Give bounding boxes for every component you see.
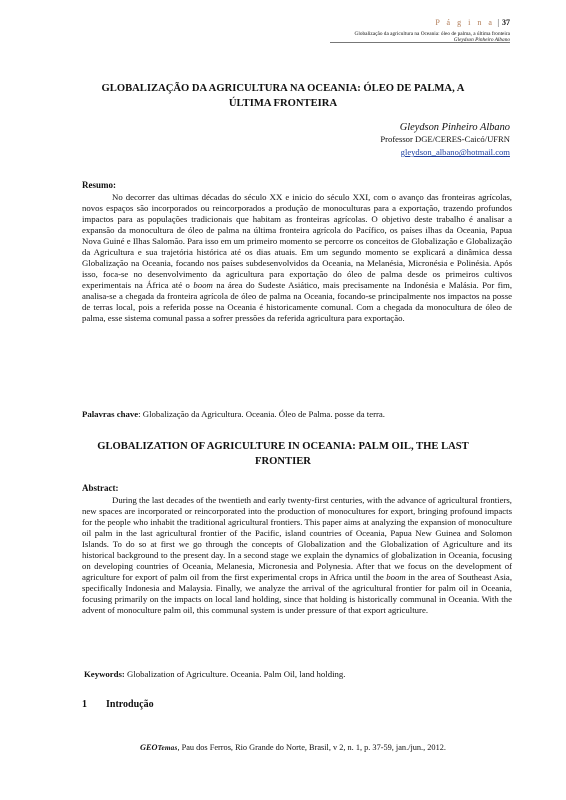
title-en-line-2: FRONTIER xyxy=(255,456,311,467)
header-divider xyxy=(330,42,510,43)
journal-logo-temas: Temas xyxy=(157,744,178,752)
footer-citation: , Pau dos Ferros, Rio Grande do Norte, Brasil, v 2, n. 1, p. 37-59, jan./jun., 2012. xyxy=(177,743,446,752)
resumo-paragraph xyxy=(82,192,512,324)
page-number-line xyxy=(355,18,510,27)
keywords-text: Globalization of Agriculture. Oceania. Palm Oil, land holding. xyxy=(124,669,346,679)
running-title: Globalização da agricultura na Oceania: óleo de palma, a última fronteira xyxy=(354,31,510,38)
section-number: 1 xyxy=(82,699,87,710)
title-en-line-1: GLOBALIZATION OF AGRICULTURE IN OCEANIA: PALM OIL, THE LAST xyxy=(97,441,469,452)
palavras-chave xyxy=(82,409,512,420)
running-header xyxy=(355,18,510,43)
palavras-chave-text: : Globalização da Agricultura. Oceania. Óleo de Palma. posse da terra. xyxy=(138,409,385,419)
article-title-portuguese xyxy=(80,81,486,111)
running-author: Gleydson Pinheiro Albano xyxy=(453,37,510,44)
palavras-chave-label: Palavras chave xyxy=(82,409,139,419)
resumo-boom-italic: boom xyxy=(193,280,213,290)
author-name: Gleydson Pinheiro Albano xyxy=(399,122,510,133)
page-footer xyxy=(0,743,566,752)
resumo-text-part-1: No decorrer das ultimas décadas do século XX e inicio do século XXI, com o avanço das fronteiras agrícolas, novos espaços são incorporados ou reincorporados a produção de monoculturas para a exportação, trazendo profundos impactos para as populações tradicionais que habitam as fronteiras agrícolas. O objetivo deste trabalho é analisar a expansão da monocultura de óleo de palma na última fronteira agrícola do Pacífico, os países ilhas da Oceania, Papua Nova Guiné e Ilhas Salomão. Para isso em um primeiro momento se percorre os conceitos de Globalização e Globalização da Agricultura e sua trajetória histórica até os dias atuais. Em um segundo momento se explicará a dinâmica dessa Globalização na Oceania, focando nos países subdesenvolvidos da Oceania, na Melanésia, Micronésia e Polinésia. Após isso, foca-se no desenvolvimento da agricultura para exportação do óleo de palma desde os primeiros cultivos experimentais na África até o xyxy=(82,192,512,290)
author-block xyxy=(380,122,510,159)
author-affiliation: Professor DGE/CERES-Caicó/UFRN xyxy=(380,133,510,144)
title-pt-line-1: GLOBALIZAÇÃO DA AGRICULTURA NA OCEANIA: ÓLEO DE PALMA, A xyxy=(101,83,465,94)
resumo-text-part-2: na área do Sudeste Asiático, mais precisamente na Indonésia e Malásia. Por fim, analisa-se a chegada da fronteira agrícola de óleo de palma na Oceania, focando-se principalmente nos impactos na posse de terras local, pois a referida posse na Oceania é historicamente comunal. Com a chegada da monocultura de óleo de palma, esse sistema comunal passa a sofrer pressões da referida agricultura para exportação. xyxy=(82,280,513,323)
section-title: Introdução xyxy=(106,699,154,710)
page-number: 37 xyxy=(502,18,510,27)
abstract-boom-italic: boom xyxy=(386,572,406,582)
abstract-heading: Abstract: xyxy=(82,483,119,493)
author-email-link[interactable]: gleydson_albano@hotmail.com xyxy=(400,147,510,158)
resumo-heading: Resumo: xyxy=(82,180,116,190)
page-separator: | xyxy=(497,18,499,27)
abstract-text-part-1: During the last decades of the twentieth and early twenty-first centuries, with the advance of agricultural frontiers, new spaces are incorporated or reincorporated into the production of monocultures for export, bringing profound impacts for the people who inhabit the traditional agricultural frontiers. This paper aims at analyzing the expansion of monoculture oil palm in the last agricultural frontier of the Pacific, island countries of Oceania, Papua New Guinea and Solomon Islands. To do so at first we go through the concepts of Globalization and the Globalization of Agriculture and its historical background to the present day. In a second stage we explain the dynamics of globalization in Oceania, focusing on developing countries of Oceania, Melanesia, Micronesia and Polynesia. After that we focus on the development of agriculture for export of palm oil from the first experimental crops in Africa until the xyxy=(82,495,512,582)
abstract-text-part-2: in the area of Southeast Asia, specifically Indonesia and Malaysia. Finally, we analyze the arrival of the agricultural frontier for palm oil in Oceania, focusing primarily on the impacts on local land holding, since that holding is historically communal in Oceania. With the advent of monoculture palm oil, this communal system is under pressure of that export agriculture. xyxy=(82,572,513,615)
abstract-paragraph xyxy=(82,495,512,616)
section-heading-introducao xyxy=(82,699,154,710)
keywords xyxy=(84,669,514,680)
keywords-label: Keywords: xyxy=(84,669,125,679)
article-title-english xyxy=(80,439,486,469)
journal-logo-geo: GEO xyxy=(140,743,158,752)
title-pt-line-2: ÚLTIMA FRONTEIRA xyxy=(228,98,338,109)
page-label: P á g i n a xyxy=(435,18,495,27)
